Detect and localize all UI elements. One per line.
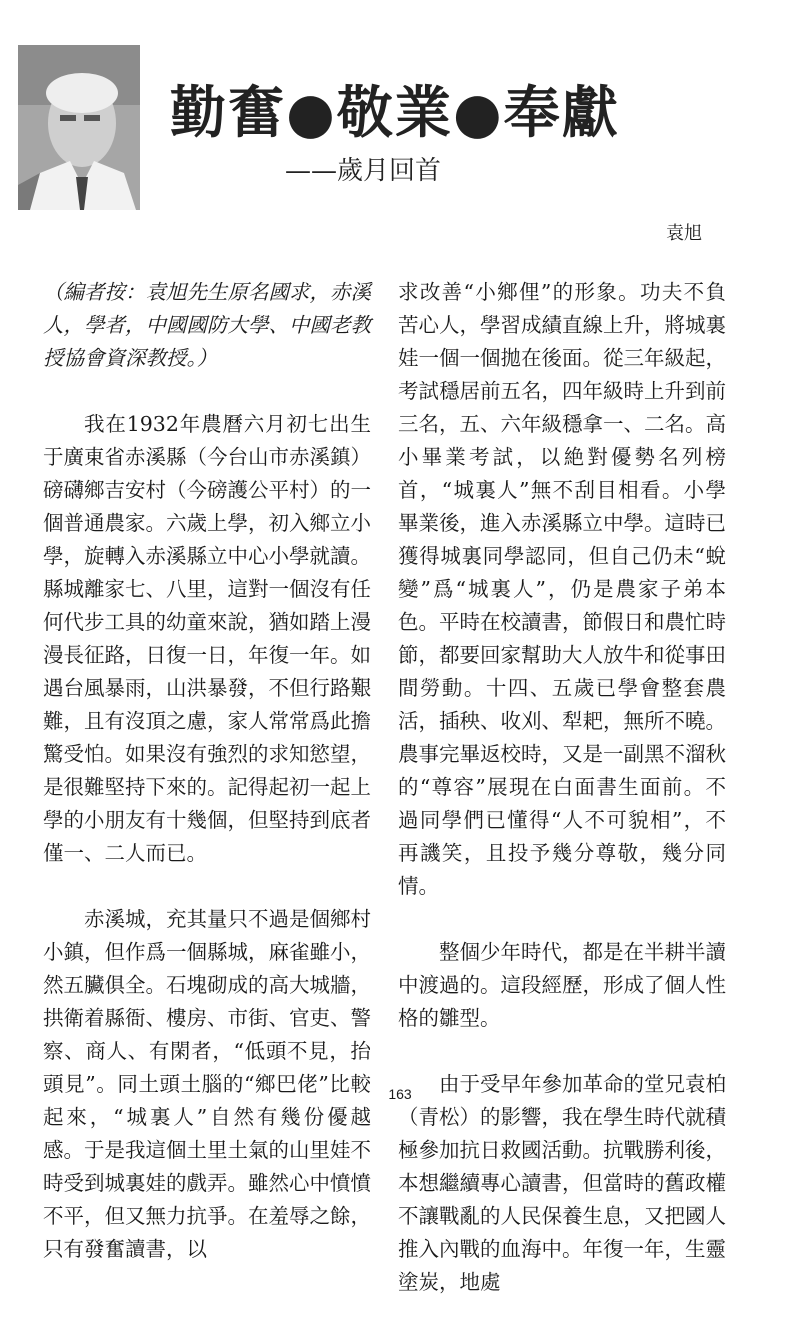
- article-subtitle: ——歲月回首: [285, 156, 442, 186]
- article-title: 勤奮●敬業●奉獻: [170, 80, 620, 146]
- portrait-image: [18, 45, 140, 210]
- right-column: [398, 276, 726, 1332]
- paragraph: 整個少年時代，都是在半耕半讀中渡過的。這段經歷，形成了個人性格的雛型。: [398, 940, 726, 1030]
- left-column: [43, 276, 371, 1299]
- paragraph: 我在1932年農曆六月初七出生于廣東省赤溪縣（今台山市赤溪鎮）磅礴鄉吉安村（今磅護公平村）的一個普通農家。六歲上學，初入鄉立小學，旋轉入赤溪縣立中心小學就讀。縣城離家七、八里，這對一個沒有任何代步工具的幼童來說，猶如踏上漫漫長征路，日復一日，年復一年。如遇台風暴雨，山洪暴發，不但行路艱難，且有沒頂之慮，家人常常爲此擔驚受怕。如果沒有強烈的求知慾望，是很難堅持下來的。記得起初一起上學的小朋友有十幾個，但堅持到底者僅一、二人而已。: [43, 412, 371, 865]
- paragraph-continuation: 求改善“小鄉俚”的形象。功夫不負苦心人，學習成績直線上升，將城裏娃一個一個拋在後面。從三年級起，考試穩居前五名，四年級時上升到前三名，五、六年級穩拿一、二名。高小畢業考試，以絶對優勢名列榜首，“城裏人”無不刮目相看。小學畢業後，進入赤溪縣立中學。這時已獲得城裏同學認同，但自己仍未“蛻變”爲“城裏人”，仍是農家子弟本色。平時在校讀書，節假日和農忙時節，都要回家幫助大人放牛和從事田間勞動。十四、五歲已學會整套農活，插秧、收刈、犁耙，無所不曉。農事完畢返校時，又是一副黑不溜秋的“尊容”展現在白面書生面前。不過同學們已懂得“人不可貌相”，不再譏笑，且投予幾分尊敬，幾分同情。: [398, 280, 726, 898]
- editor-note: （編者按：袁旭先生原名國求，赤溪人，學者，中國國防大學、中國老教授協會資深教授。）: [43, 280, 371, 370]
- author-portrait: [18, 45, 140, 210]
- author-name: 袁旭: [666, 223, 702, 244]
- paragraph: 由于受早年參加革命的堂兄袁柏（青松）的影響，我在學生時代就積極參加抗日救國活動。抗戰勝利後，本想繼續專心讀書，但當時的舊政權不讓戰亂的人民保養生息，又把國人推入內戰的血海中。年復一年，生靈塗炭，地處: [398, 1072, 726, 1294]
- page-number: 163: [388, 1086, 412, 1102]
- paragraph: 赤溪城，充其量只不過是個鄉村小鎮，但作爲一個縣城，麻雀雖小，然五臟俱全。石塊砌成的高大城牆，拱衛着縣衙、樓房、市街、官吏、警察、商人、有閑者，“低頭不見，抬頭見”。同土頭土腦的“鄉巴佬”比較起來，“城裏人”自然有幾份優越感。于是我這個土里土氣的山里娃不時受到城裏娃的戲弄。雖然心中憤憤不平，但又無力抗爭。在羞辱之餘，只有發奮讀書，以: [43, 907, 371, 1261]
